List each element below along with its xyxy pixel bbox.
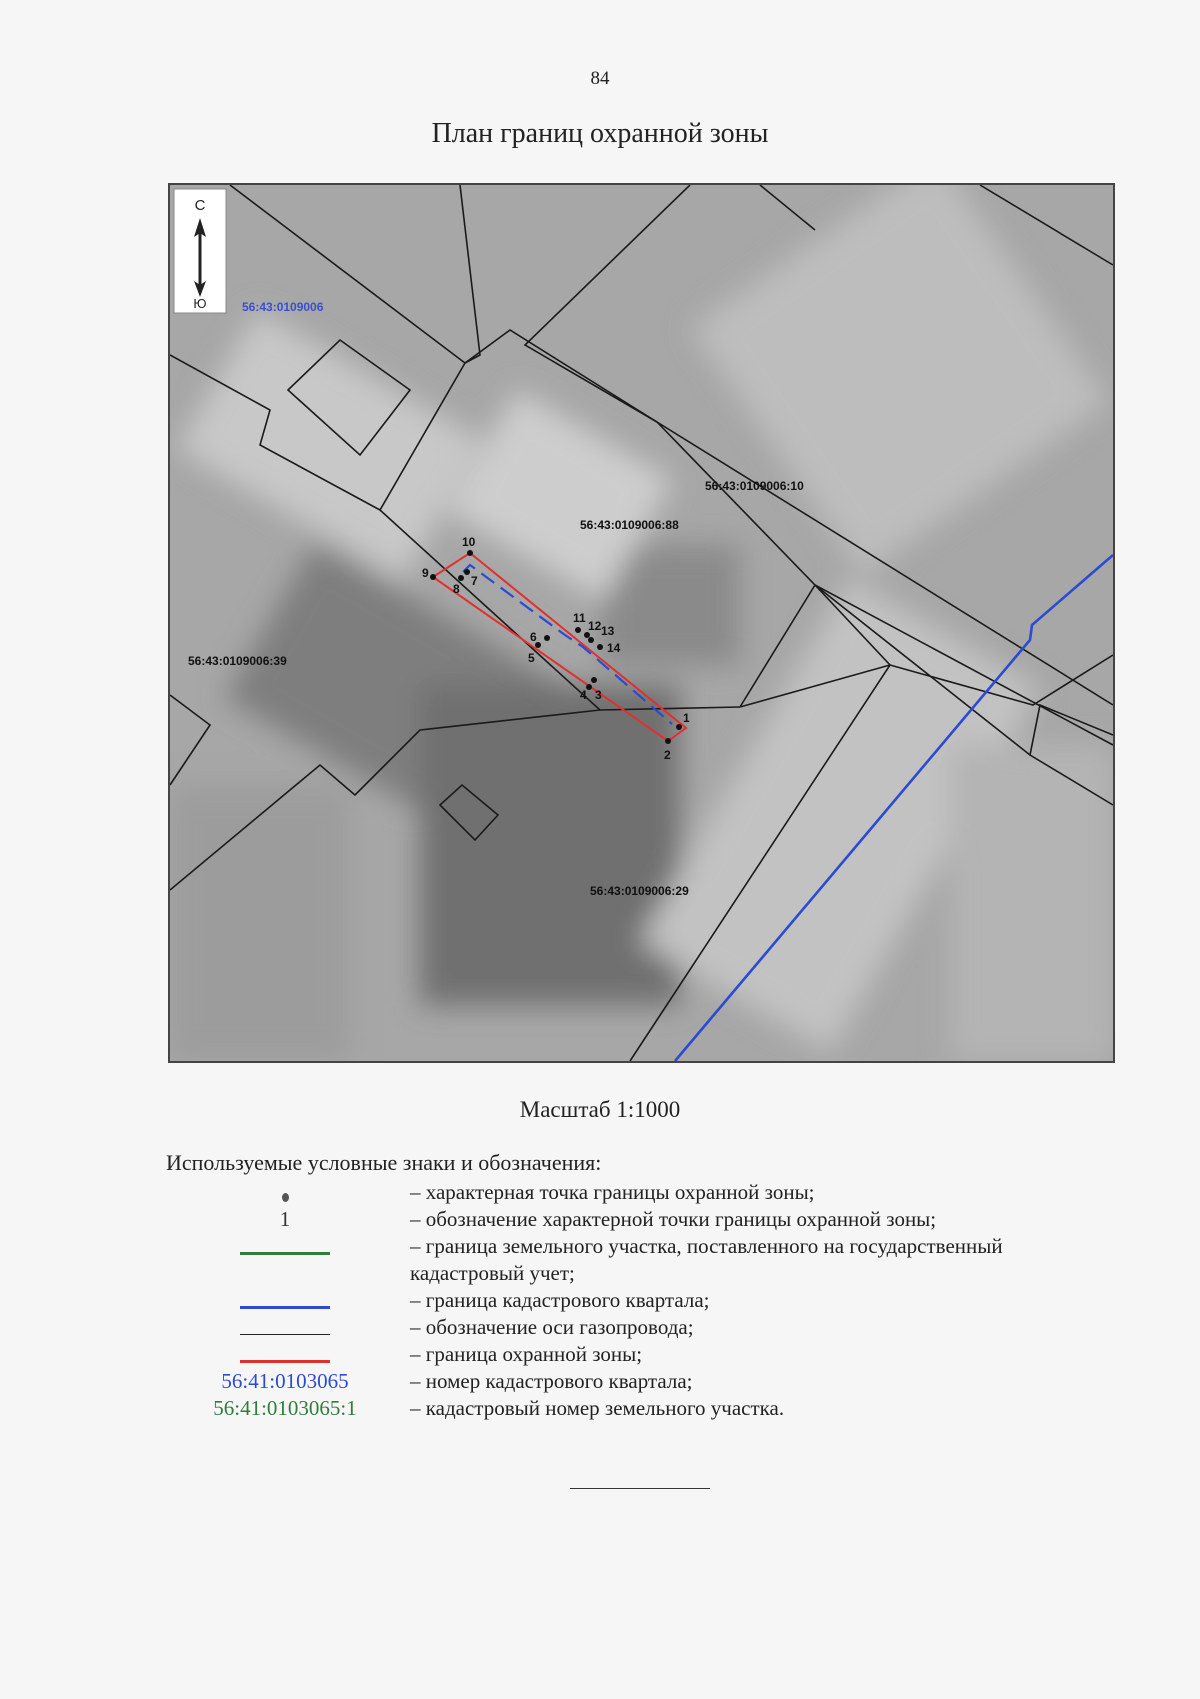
footer-rule: [570, 1488, 710, 1489]
point-6: [544, 635, 550, 641]
point-label-12: 12: [588, 619, 602, 633]
point-number-sample: 1: [279, 1207, 291, 1231]
parcel-label-10: 56:43:0109006:10: [705, 479, 804, 493]
legend-row: [160, 1179, 1120, 1206]
legend-row: [160, 1395, 1120, 1422]
point-1: [676, 724, 682, 730]
legend-text: – характерная точка границы охранной зоны;: [410, 1180, 815, 1204]
point-label-4: 4: [580, 688, 587, 702]
point-3: [591, 677, 597, 683]
parcel-label-88: 56:43:0109006:88: [580, 518, 679, 532]
legend: [160, 1179, 1120, 1422]
map-scale: Масштаб 1:1000: [519, 1097, 681, 1122]
point-label-1: 1: [683, 711, 690, 725]
legend-text: – граница кадастрового квартала;: [410, 1288, 710, 1312]
point-2: [665, 738, 671, 744]
aerial-background: [170, 185, 1113, 1061]
green-line-icon: [240, 1252, 330, 1255]
legend-row: [160, 1368, 1120, 1395]
point-label-2: 2: [664, 748, 671, 762]
point-4: [586, 684, 592, 690]
point-label-6: 6: [530, 630, 537, 644]
blue-line-icon: [240, 1306, 330, 1309]
north-arrow: [174, 189, 226, 313]
point-label-10: 10: [462, 535, 476, 549]
point-7: [464, 569, 470, 575]
point-8: [458, 575, 464, 581]
point-10: [467, 550, 473, 556]
south-label: Ю: [193, 296, 207, 311]
legend-row: [160, 1206, 1120, 1233]
point-13: [588, 637, 594, 643]
parcel-number-sample: 56:41:0103065:1: [213, 1396, 357, 1420]
red-line-icon: [240, 1360, 330, 1363]
map-canvas: [170, 185, 1113, 1061]
north-label: С: [194, 197, 206, 214]
point-label-9: 9: [422, 566, 429, 580]
legend-text: – граница охранной зоны;: [410, 1342, 643, 1366]
point-dot-icon: [282, 1193, 289, 1202]
point-label-11: 11: [573, 611, 586, 625]
parcel-label-39: 56:43:0109006:39: [188, 654, 287, 668]
point-9: [430, 574, 436, 580]
legend-text: – кадастровый номер земельного участка.: [410, 1396, 785, 1420]
legend-row: [160, 1314, 1120, 1341]
black-line-icon: [240, 1334, 330, 1335]
point-label-3: 3: [595, 688, 602, 702]
point-label-13: 13: [601, 624, 615, 638]
point-14: [597, 644, 603, 650]
point-label-5: 5: [528, 651, 535, 665]
legend-row: [160, 1233, 1120, 1287]
legend-text: – обозначение характерной точки границы охранной зоны;: [410, 1207, 937, 1231]
quarter-number-sample: 56:41:0103065: [221, 1369, 349, 1393]
legend-text: – номер кадастрового квартала;: [410, 1369, 693, 1393]
quarter-label: 56:43:0109006: [242, 300, 324, 314]
legend-title: Используемые условные знаки и обозначения:: [166, 1150, 602, 1175]
point-label-7: 7: [471, 574, 478, 588]
legend-text: – граница земельного участка, поставленного на государственный кадастровый учет;: [410, 1234, 1003, 1285]
legend-row: [160, 1287, 1120, 1314]
page-number: 84: [590, 68, 610, 89]
point-label-14: 14: [607, 641, 621, 655]
point-label-8: 8: [453, 582, 460, 596]
map-plan: [168, 183, 1115, 1063]
legend-row: [160, 1341, 1120, 1368]
page-title: План границ охранной зоны: [431, 118, 769, 149]
point-11: [575, 627, 581, 633]
parcel-label-29: 56:43:0109006:29: [590, 884, 689, 898]
legend-text: – обозначение оси газопровода;: [410, 1315, 694, 1339]
